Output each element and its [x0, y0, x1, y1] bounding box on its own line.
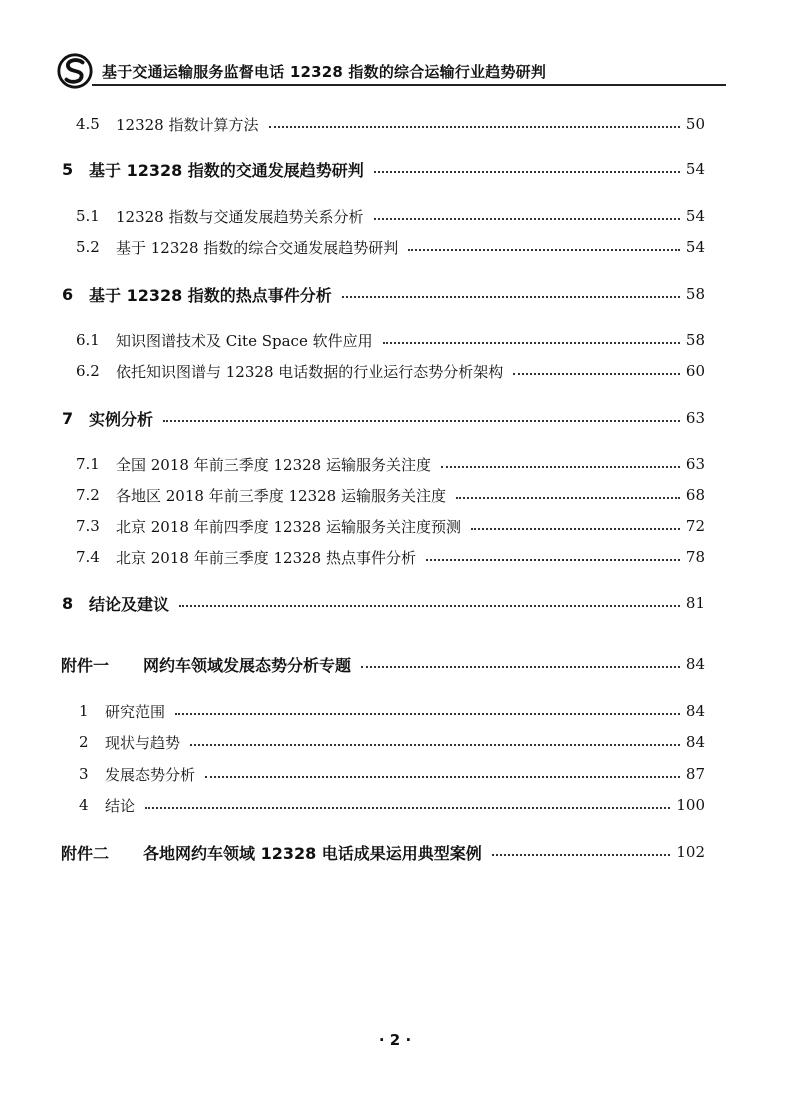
- toc-chapter[interactable]: [0, 406, 790, 430]
- toc-entry[interactable]: [0, 328, 790, 352]
- toc-leader-dots: [374, 171, 680, 173]
- toc-leader-dots: [408, 249, 680, 251]
- toc-chapter-number: 7: [62, 408, 74, 428]
- toc-entry[interactable]: [0, 730, 790, 754]
- toc-entry-page: 84: [685, 702, 705, 720]
- toc-chapter-title: 实例分析: [89, 409, 154, 429]
- toc-entry-title: 发展态势分析: [105, 765, 196, 784]
- toc-leader-dots: [361, 666, 680, 668]
- toc-appendix-page: 84: [685, 655, 705, 673]
- toc-chapter-title: 结论及建议: [89, 594, 170, 614]
- toc-entry[interactable]: [0, 112, 790, 136]
- toc-entry-page: 68: [685, 486, 705, 504]
- toc-leader-dots: [205, 776, 680, 778]
- toc-entry-page: 72: [685, 517, 705, 535]
- toc-entry-title: 12328 指数与交通发展趋势关系分析: [116, 207, 364, 226]
- toc-entry-title: 北京 2018 年前四季度 12328 运输服务关注度预测: [116, 517, 461, 536]
- toc-appendix[interactable]: [0, 652, 790, 676]
- toc-entry-number: 7.3: [76, 517, 100, 535]
- toc-chapter-title: 基于 12328 指数的热点事件分析: [89, 285, 332, 305]
- toc-leader-dots: [471, 528, 680, 530]
- header-title: 基于交通运输服务监督电话 12328 指数的综合运输行业趋势研判: [102, 63, 547, 81]
- toc-entry-page: 63: [685, 455, 705, 473]
- page-number: · 2 ·: [378, 1031, 412, 1049]
- toc-chapter-page: 81: [685, 594, 705, 612]
- toc-entry-page: 100: [676, 796, 705, 814]
- toc-entry-page: 58: [685, 331, 705, 349]
- toc-chapter-number: 5: [62, 159, 74, 179]
- toc-entry-number: 4: [79, 796, 89, 814]
- toc-leader-dots: [269, 126, 680, 128]
- toc-entry-number: 1: [79, 702, 89, 720]
- publisher-logo-icon: [56, 52, 94, 90]
- toc-entry-title: 基于 12328 指数的综合交通发展趋势研判: [116, 238, 399, 257]
- toc-leader-dots: [190, 744, 680, 746]
- toc-entry[interactable]: [0, 235, 790, 259]
- toc-leader-dots: [426, 559, 680, 561]
- toc-entry-page: 87: [685, 765, 705, 783]
- toc-leader-dots: [163, 420, 680, 422]
- toc-entry-number: 6.2: [76, 362, 100, 380]
- toc-leader-dots: [441, 466, 680, 468]
- toc-entry[interactable]: [0, 359, 790, 383]
- toc-leader-dots: [492, 854, 671, 856]
- toc-chapter-title: 基于 12328 指数的交通发展趋势研判: [89, 160, 364, 180]
- toc-chapter-page: 63: [685, 409, 705, 427]
- toc-chapter[interactable]: [0, 282, 790, 306]
- toc-leader-dots: [179, 605, 680, 607]
- toc-chapter-number: 6: [62, 284, 74, 304]
- toc-entry-page: 78: [685, 548, 705, 566]
- toc-entry-number: 7.2: [76, 486, 100, 504]
- toc-entry-title: 研究范围: [105, 702, 166, 721]
- toc-entry[interactable]: [0, 204, 790, 228]
- toc-entry-title: 知识图谱技术及 Cite Space 软件应用: [116, 331, 373, 350]
- toc-entry[interactable]: [0, 762, 790, 786]
- toc-leader-dots: [342, 296, 680, 298]
- toc-chapter[interactable]: [0, 591, 790, 615]
- toc-entry-title: 结论: [105, 796, 136, 815]
- toc-entry-number: 7.1: [76, 455, 100, 473]
- toc-leader-dots: [175, 713, 680, 715]
- toc-entry[interactable]: [0, 699, 790, 723]
- toc-leader-dots: [383, 342, 680, 344]
- toc-entry-title: 各地区 2018 年前三季度 12328 运输服务关注度: [116, 486, 446, 505]
- toc-entry-number: 5.2: [76, 238, 100, 256]
- toc-chapter-number: 8: [62, 593, 74, 613]
- toc-entry-title: 依托知识图谱与 12328 电话数据的行业运行态势分析架构: [116, 362, 504, 381]
- toc-entry-page: 84: [685, 733, 705, 751]
- toc-entry-title: 全国 2018 年前三季度 12328 运输服务关注度: [116, 455, 431, 474]
- running-header: [56, 52, 726, 92]
- toc-entry[interactable]: [0, 452, 790, 476]
- toc-entry-title: 北京 2018 年前三季度 12328 热点事件分析: [116, 548, 416, 567]
- toc-entry-number: 4.5: [76, 115, 100, 133]
- header-rule: [92, 84, 726, 86]
- toc-entry-page: 54: [685, 238, 705, 256]
- toc-leader-dots: [145, 807, 670, 809]
- toc-entry-title: 现状与趋势: [105, 733, 181, 752]
- toc-entry-number: 7.4: [76, 548, 100, 566]
- toc-entry-number: 5.1: [76, 207, 100, 225]
- toc-appendix-title: 网约车领域发展态势分析专题: [143, 655, 352, 675]
- toc-entry-number: 6.1: [76, 331, 100, 349]
- toc-entry-page: 50: [685, 115, 705, 133]
- toc-entry-page: 60: [685, 362, 705, 380]
- toc-appendix-title: 各地网约车领域 12328 电话成果运用典型案例: [143, 843, 482, 863]
- toc-entry-page: 54: [685, 207, 705, 225]
- toc-chapter-page: 58: [685, 285, 705, 303]
- toc-entry[interactable]: [0, 793, 790, 817]
- toc-entry[interactable]: [0, 514, 790, 538]
- toc-entry[interactable]: [0, 545, 790, 569]
- toc-chapter[interactable]: [0, 157, 790, 181]
- toc-chapter-page: 54: [685, 160, 705, 178]
- toc-entry-number: 3: [79, 765, 89, 783]
- toc-appendix-number: 附件一: [61, 655, 110, 675]
- toc-entry[interactable]: [0, 483, 790, 507]
- toc-entry-title: 12328 指数计算方法: [116, 115, 259, 134]
- toc-leader-dots: [456, 497, 680, 499]
- toc-appendix[interactable]: [0, 840, 790, 864]
- toc-entry-number: 2: [79, 733, 89, 751]
- toc-appendix-page: 102: [676, 843, 705, 861]
- toc-appendix-number: 附件二: [61, 843, 110, 863]
- toc-leader-dots: [513, 373, 680, 375]
- toc-leader-dots: [374, 218, 680, 220]
